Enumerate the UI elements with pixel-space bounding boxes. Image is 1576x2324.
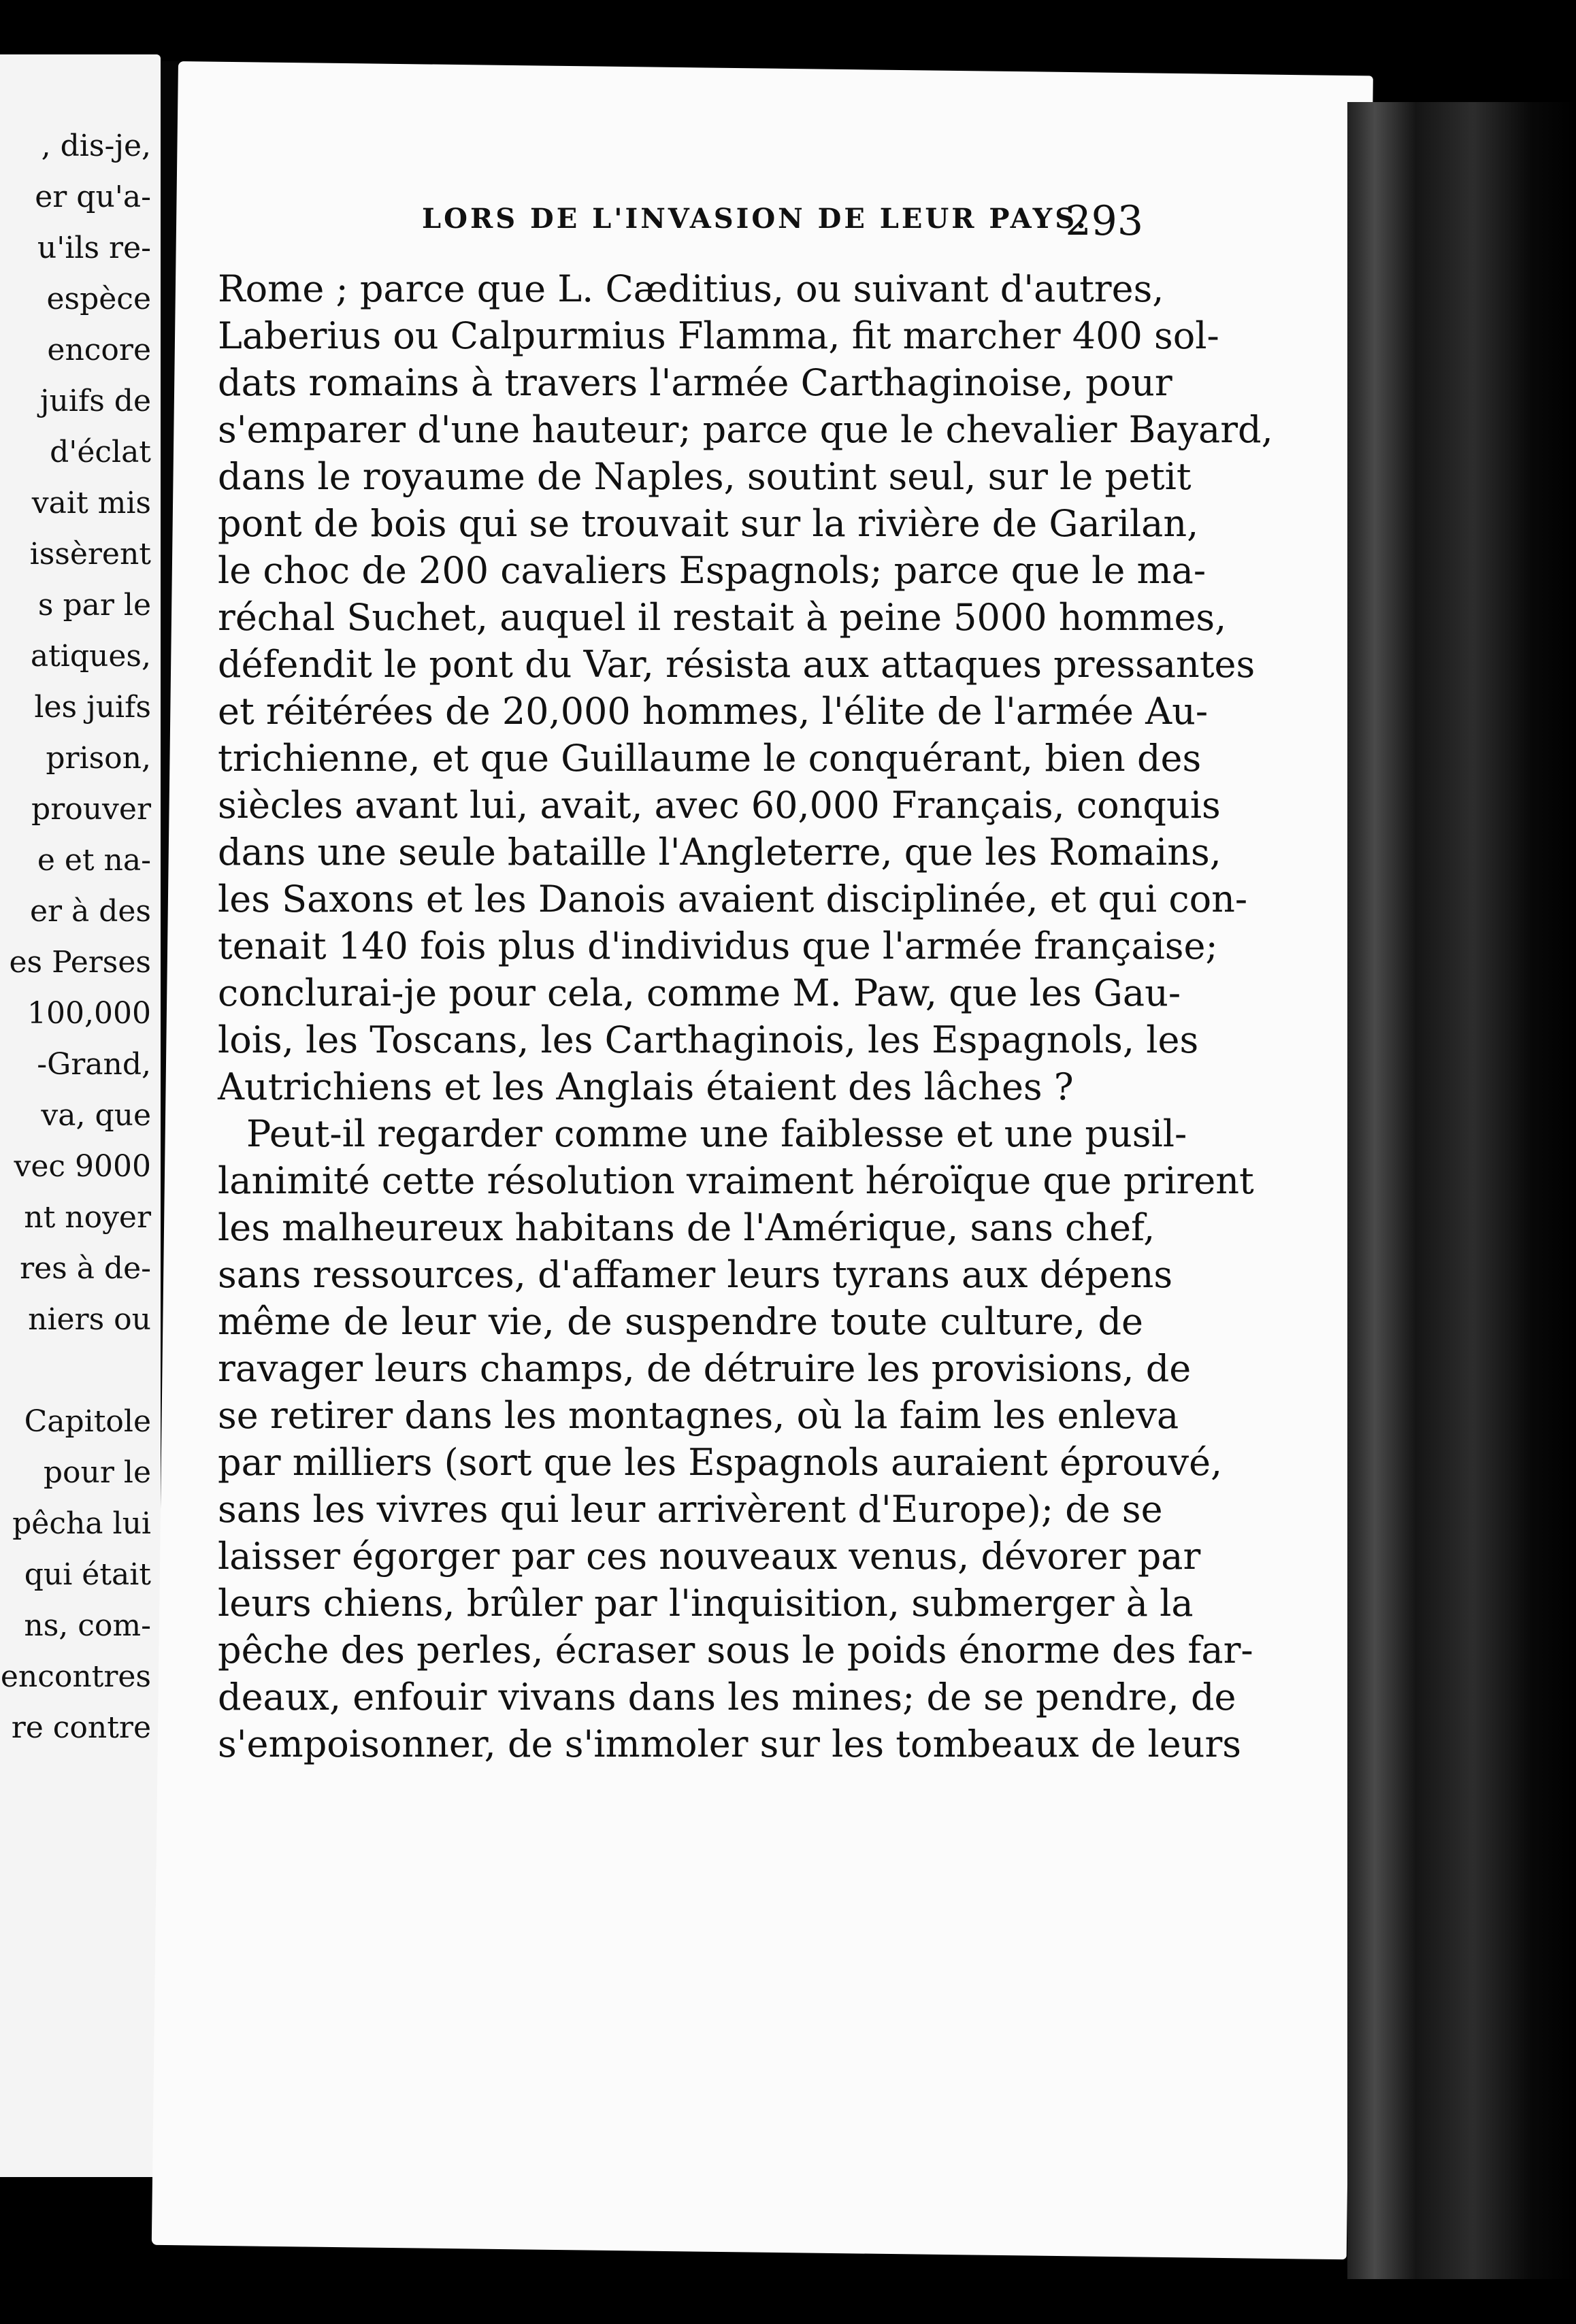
left-page-line: prison, [46,741,151,776]
left-page-line: encontres [0,1659,151,1694]
text-line: trichienne, et que Guillaume le conquérant, bien des [218,737,1202,780]
text-line: leurs chiens, brûler par l'inquisition, submerger à la [218,1582,1194,1625]
text-line: ravager leurs champs, de détruire les provisions, de [218,1347,1192,1390]
text-line: réchal Suchet, auquel il restait à peine 5000 hommes, [218,596,1227,639]
text-line: s'emparer d'une hauteur; parce que le chevalier Bayard, [218,408,1273,451]
text-line: les malheureux habitans de l'Amérique, sans chef, [218,1206,1155,1249]
text-line: même de leur vie, de suspendre toute culture, de [218,1300,1143,1343]
text-line: dans le royaume de Naples, soutint seul, sur le petit [218,455,1192,498]
left-page-line: s par le [37,588,151,622]
left-page-line: re contre [11,1710,151,1745]
left-page-line: res à de- [20,1251,151,1286]
left-page-line: ns, com- [24,1608,151,1643]
text-line: conclurai-je pour cela, comme M. Paw, que les Gau- [218,972,1181,1014]
left-page-line: vec 9000 [14,1149,151,1184]
page-number: 293 [1065,197,1143,245]
running-head: LORS DE L'INVASION DE LEUR PAYS. [422,203,1089,235]
text-line: lanimité cette résolution vraiment héroïque que prirent [218,1159,1254,1202]
left-page-line: e et na- [37,843,151,878]
page-edge-shadow [1347,102,1576,2279]
text-line: le choc de 200 cavaliers Espagnols; parce que le ma- [218,549,1206,592]
text-line: Autrichiens et les Anglais étaient des lâches ? [218,1065,1074,1108]
page-header [218,197,1143,252]
left-page-line: pêcha lui [12,1506,151,1541]
text-line: Peut-il regarder comme une faiblesse et une pusil- [246,1112,1187,1155]
text-line: les Saxons et les Danois avaient disciplinée, et qui con- [218,878,1248,920]
left-page-line: , dis-je, [41,129,151,163]
text-line: pêche des perles, écraser sous le poids énorme des far- [218,1629,1253,1672]
left-page-line: nt noyer [24,1200,151,1235]
text-line: tenait 140 fois plus d'individus que l'armée française; [218,925,1218,967]
left-page-line: juifs de [39,384,151,418]
text-line: siècles avant lui, avait, avec 60,000 Français, conquis [218,784,1221,827]
left-page-line: pour le [43,1455,151,1490]
text-line: dats romains à travers l'armée Carthaginoise, pour [218,361,1172,404]
left-page-line: qui était [24,1557,151,1592]
text-line: Rome ; parce que L. Cæditius, ou suivant d'autres, [218,267,1164,310]
left-page-line: atiques, [30,639,151,674]
left-page-line: -Grand, [37,1047,151,1082]
left-page-line: issèrent [29,537,151,571]
text-line: lois, les Toscans, les Carthaginois, les Espagnols, les [218,1018,1199,1061]
text-line: par milliers (sort que les Espagnols auraient éprouvé, [218,1441,1223,1484]
left-page-line: es Perses [9,945,151,980]
text-line: sans les vivres qui leur arrivèrent d'Europe); de se [218,1488,1163,1531]
text-line: sans ressources, d'affamer leurs tyrans aux dépens [218,1253,1173,1296]
left-page-line: Capitole [24,1404,151,1439]
text-line: s'empoisonner, de s'immoler sur les tombeaux de leurs [218,1723,1241,1765]
left-page-line: prouver [31,792,151,827]
left-page-line: er qu'a- [35,180,151,214]
left-page-line: niers ou [28,1302,151,1337]
text-line: Laberius ou Calpurmius Flamma, fit marcher 400 sol- [218,314,1219,357]
text-line: et réitérées de 20,000 hommes, l'élite de l'armée Au- [218,690,1209,733]
text-line: se retirer dans les montagnes, où la faim les enleva [218,1394,1179,1437]
left-page-line: les juifs [34,690,151,725]
left-page-line: er à des [29,894,151,929]
text-line: dans une seule bataille l'Angleterre, que les Romains, [218,831,1221,874]
left-page-line: encore [47,333,151,367]
left-page-line: va, que [41,1098,151,1133]
body-text [218,265,1273,1767]
left-page-line: espèce [46,282,151,316]
left-page-line: u'ils re- [37,231,151,265]
left-page-line: vait mis [31,486,151,520]
left-page-line: 100,000 [27,996,151,1031]
text-line: défendit le pont du Var, résista aux attaques pressantes [218,643,1255,686]
text-line: laisser égorger par ces nouveaux venus, dévorer par [218,1535,1201,1578]
text-line: deaux, enfouir vivans dans les mines; de se pendre, de [218,1676,1236,1719]
left-page-fragment [0,54,161,2177]
left-page-line: d'éclat [50,435,151,469]
text-line: pont de bois qui se trouvait sur la rivière de Garilan, [218,502,1199,545]
